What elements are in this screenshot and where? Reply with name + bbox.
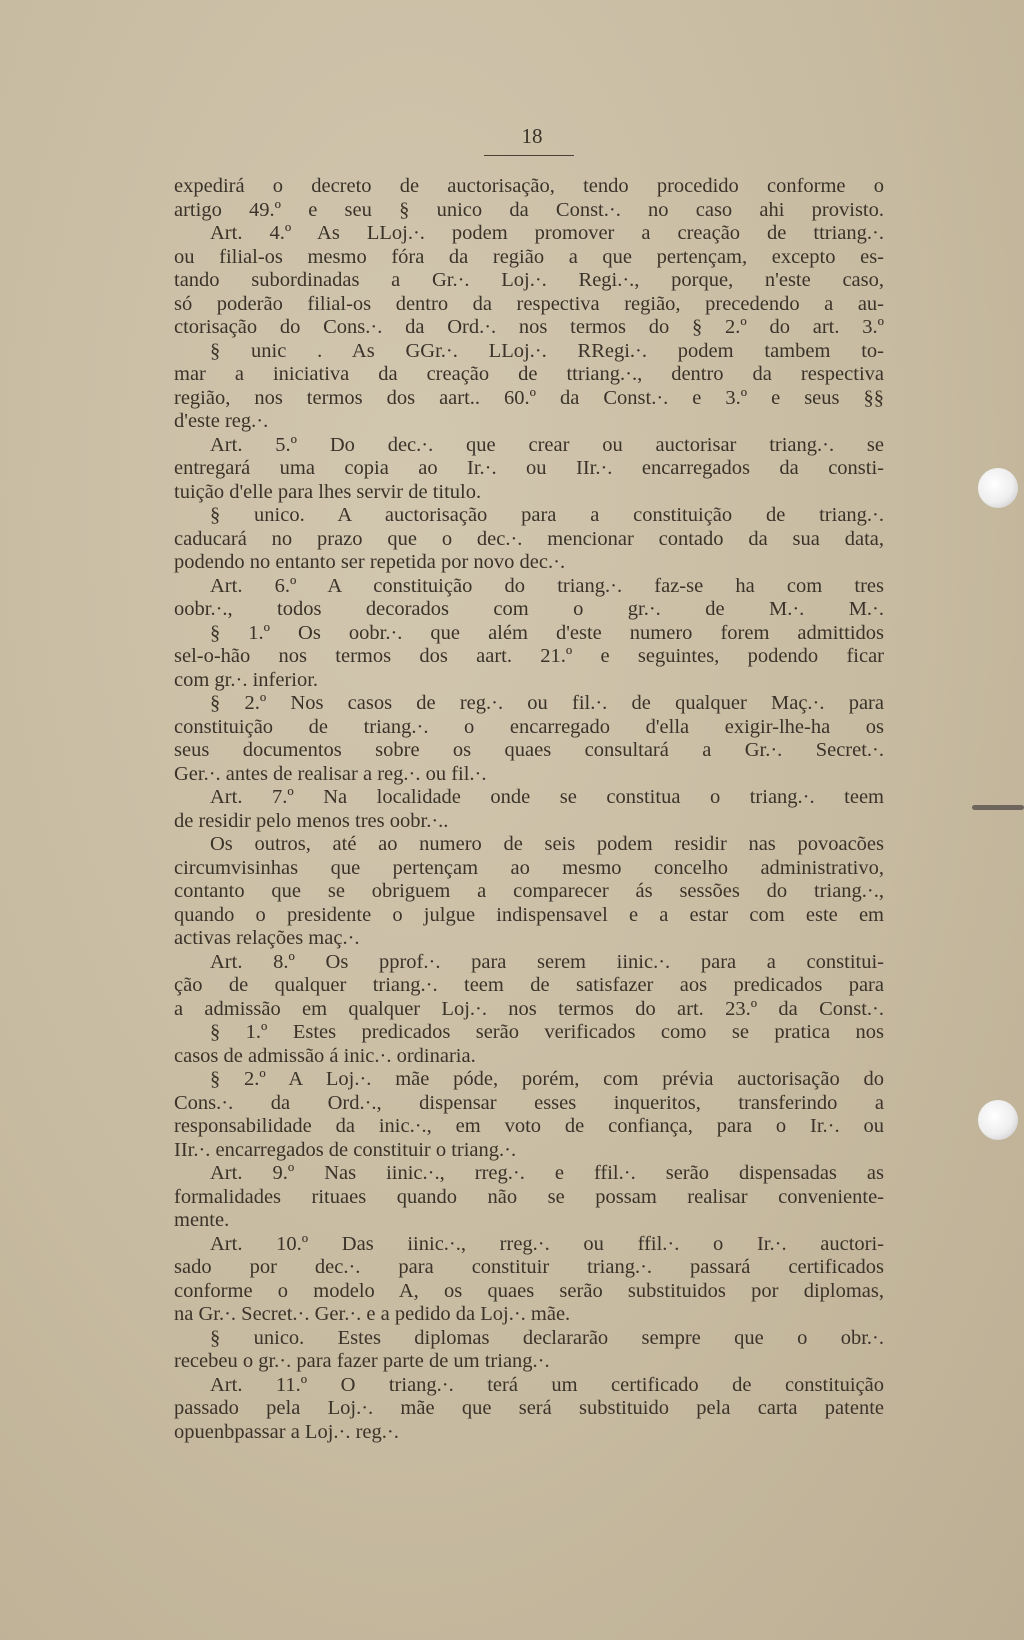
text-line: a admissão em qualquer Loj.·. nos termos do art. 23.º da Const.·. (174, 997, 884, 1020)
text-line: passado pela Loj.·. mãe que será substituido pela carta patente (174, 1397, 884, 1419)
text-line: ção de qualquer triang.·. teem de satisfazer aos predicados para (174, 974, 884, 996)
text-line: Art. 9.º Nas iinic.·., rreg.·. e ffil.·. serão dispensadas as (210, 1162, 884, 1184)
text-line: d'este reg.·. (174, 410, 269, 432)
text-line: Art. 4.º As LLoj.·. podem promover a creação de ttriang.·. (210, 222, 884, 244)
text-line: § unico. A auctorisação para a constituição de triang.·. (210, 504, 884, 526)
text-line: formalidades rituaes quando não se possam realisar conveniente- (174, 1185, 884, 1208)
text-line: Art. 7.º Na localidade onde se constitua o triang.·. teem (210, 786, 884, 808)
text-line: Cons.·. da Ord.·., dispensar esses inqueritos, transferindo a (174, 1091, 884, 1114)
text-line: responsabilidade da inic.·., em voto de confiança, para o Ir.·. ou (174, 1115, 884, 1137)
text-line: caducará no prazo que o dec.·. mencionar contado da sua data, (174, 527, 884, 550)
text-line: artigo 49.º e seu § unico da Const.·. no caso ahi provisto. (174, 198, 884, 221)
text-line: § unic . As GGr.·. LLoj.·. RRegi.·. podem tambem to- (210, 339, 884, 362)
text-line: região, nos termos dos aart.. 60.º da Const.·. e 3.º e seus §§ (174, 386, 884, 409)
binding-hole-icon (978, 468, 1018, 508)
page-number: 18 (521, 124, 543, 148)
text-line: na Gr.·. Secret.·. Ger.·. e a pedido da Loj.·. mãe. (174, 1303, 571, 1325)
margin-mark (972, 805, 1024, 810)
text-line: Art. 6.º A constituição do triang.·. faz-se ha com tres (210, 574, 884, 597)
text-line: quando o presidente o julgue indispensavel e a estar com este em (174, 903, 884, 926)
text-line: casos de admissão á inic.·. ordinaria. (174, 1044, 476, 1067)
text-line: § 2.º Nos casos de reg.·. ou fil.·. de qualquer Maç.·. para (210, 692, 884, 714)
text-line: Art. 10.º Das iinic.·., rreg.·. ou ffil.·. o Ir.·. auctori- (210, 1232, 884, 1255)
text-line: podendo no entanto ser repetida por novo dec.·. (174, 551, 566, 573)
text-line: Art. 11.º O triang.·. terá um certificado de constituição (210, 1373, 884, 1396)
text-line: § unico. Estes diplomas declararão sempre que o obr.·. (210, 1326, 884, 1349)
text-line: § 1.º Estes predicados serão verificados como se pratica nos (210, 1021, 884, 1043)
text-line: conforme o modelo A, os quaes serão substituidos por diplomas, (174, 1279, 884, 1302)
text-line: Ger.·. antes de realisar a reg.·. ou fil.·. (174, 762, 487, 785)
text-line: seus documentos sobre os quaes consultará a Gr.·. Secret.·. (174, 739, 884, 761)
page-number-rule (484, 155, 574, 156)
binding-hole-icon (978, 1100, 1018, 1140)
text-line: tando subordinadas a Gr.·. Loj.·. Regi.·., porque, n'este caso, (174, 269, 884, 291)
text-line: § 1.º Os oobr.·. que além d'este numero forem admittidos (210, 621, 884, 644)
text-line: contanto que se obriguem a comparecer ás sessões do triang.·., (174, 880, 884, 902)
text-line: mar a iniciativa da creação de ttriang.·., dentro da respectiva (174, 363, 884, 385)
text-line: tuição d'elle para lhes servir de titulo. (174, 480, 482, 503)
text-line: oobr.·., todos decorados com o gr.·. de M.·. M.·. (174, 598, 884, 620)
text-line: mente. (174, 1209, 230, 1231)
text-line: Os outros, até ao numero de seis podem residir nas povoacões (210, 833, 884, 855)
text-line: Art. 5.º Do dec.·. que crear ou auctorisar triang.·. se (210, 433, 884, 456)
text-line: opuenbpassar a Loj.·. reg.·. (174, 1420, 399, 1443)
text-line: com gr.·. inferior. (174, 668, 319, 691)
text-line: § 2.º A Loj.·. mãe póde, porém, com prévia auctorisação do (210, 1068, 884, 1090)
text-line: IIr.·. encarregados de constituir o triang.·. (174, 1138, 517, 1161)
text-line: expedirá o decreto de auctorisação, tendo procedido conforme o (174, 175, 884, 197)
text-line: Art. 8.º Os pprof.·. para serem iinic.·. para a constitui- (210, 950, 884, 973)
text-line: só poderão filial-os dentro da respectiva região, precedendo a au- (174, 292, 884, 315)
text-line: circumvisinhas que pertençam ao mesmo concelho administrativo, (174, 856, 884, 879)
text-line: sel-o-hão nos termos dos aart. 21.º e seguintes, podendo ficar (174, 645, 884, 667)
text-line: constituição de triang.·. o encarregado d'ella exigir-lhe-ha os (174, 715, 884, 738)
text-line: activas relações maç.·. (174, 927, 360, 949)
text-line: de residir pelo menos tres oobr.·.. (174, 809, 449, 832)
text-line: ctorisação do Cons.·. da Ord.·. nos termos do § 2.º do art. 3.º (174, 316, 884, 338)
text-line: sado por dec.·. para constituir triang.·. passará certificados (174, 1256, 884, 1278)
text-line: ou filial-os mesmo fóra da região a que pertençam, excepto es- (174, 245, 884, 268)
text-line: recebeu o gr.·. para fazer parte de um triang.·. (174, 1350, 550, 1372)
body-text (174, 175, 884, 1444)
text-line: entregará uma copia ao Ir.·. ou IIr.·. encarregados da consti- (174, 457, 884, 479)
